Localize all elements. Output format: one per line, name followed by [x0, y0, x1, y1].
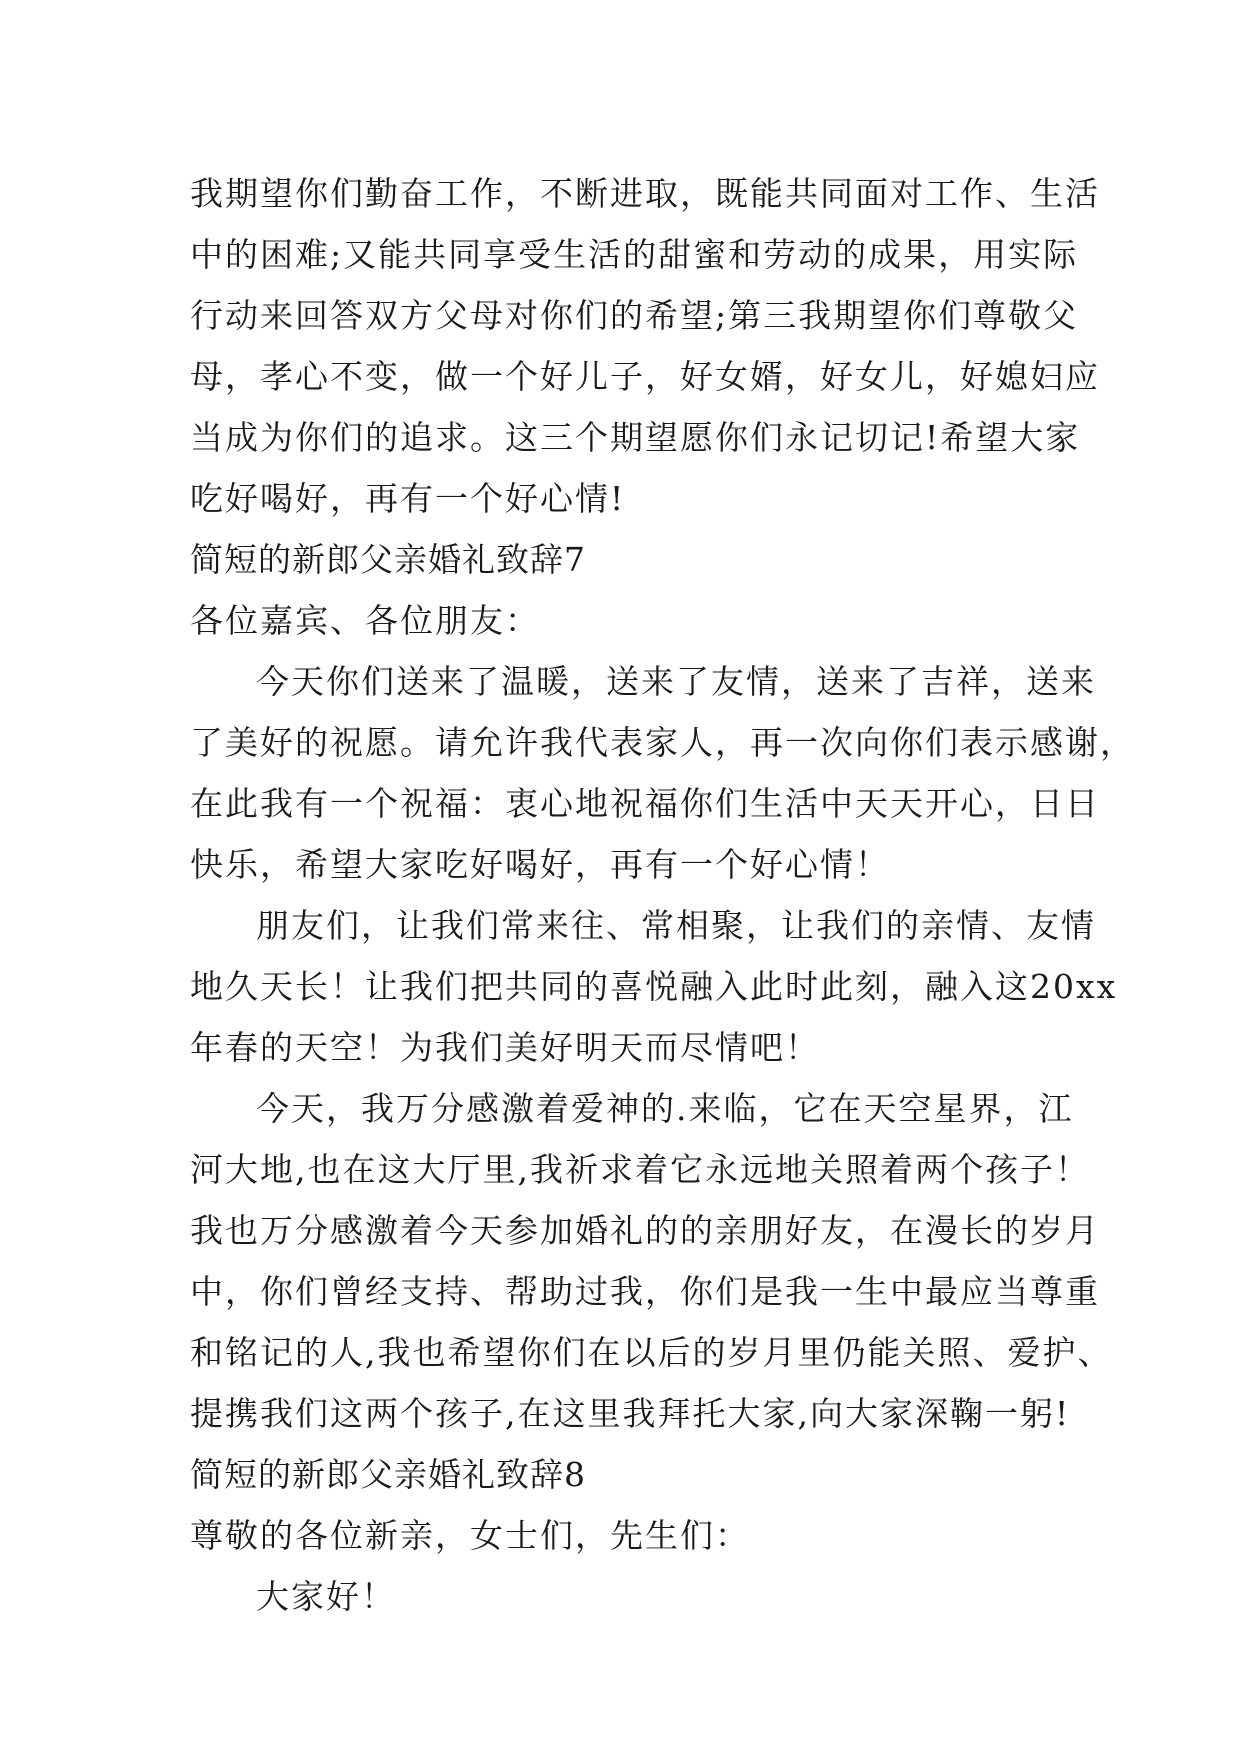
- text-line: 河大地,也在这大厅里,我祈求着它永远地关照着两个孩子！: [190, 1150, 1090, 1189]
- text-line: 行动来回答双方父母对你们的希望;第三我期望你们尊敬父: [190, 296, 1079, 335]
- document-body: [190, 163, 1135, 1627]
- text-line: 我也万分感激着今天参加婚礼的的亲朋好友，在漫长的岁月: [190, 1211, 1100, 1250]
- salutation: 各位嘉宾、各位朋友：: [190, 601, 540, 640]
- text-line: 大家好！: [256, 1577, 396, 1616]
- text-line: 了美好的祝愿。请允许我代表家人，再一次向你们表示感谢，: [190, 723, 1135, 762]
- text-line: 今天你们送来了温暖，送来了友情，送来了吉祥，送来: [256, 662, 1096, 701]
- section-heading-7: 简短的新郎父亲婚礼致辞7: [190, 540, 586, 579]
- text-line: 中，你们曾经支持、帮助过我，你们是我一生中最应当尊重: [190, 1272, 1100, 1311]
- text-line: 当成为你们的追求。这三个期望愿你们永记切记!希望大家: [190, 418, 1081, 457]
- text-line: 和铭记的人,我也希望你们在以后的岁月里仍能关照、爱护、: [190, 1333, 1113, 1372]
- text-line: 朋友们，让我们常来往、常相聚，让我们的亲情、友情: [256, 906, 1096, 945]
- text-line: 年春的天空！为我们美好明天而尽情吧！: [190, 1028, 820, 1067]
- text-line: 我期望你们勤奋工作，不断进取，既能共同面对工作、生活: [190, 174, 1100, 213]
- text-line: 母，孝心不变，做一个好儿子，好女婿，好女儿，好媳妇应: [190, 357, 1100, 396]
- text-line: 在此我有一个祝福：衷心地祝福你们生活中天天开心，日日: [190, 784, 1100, 823]
- text-line: 提携我们这两个孩子,在这里我拜托大家,向大家深鞠一躬!: [190, 1394, 1071, 1433]
- text-line: 地久天长！让我们把共同的喜悦融入此时此刻，融入这20xx: [190, 967, 1118, 1006]
- text-line: 快乐，希望大家吃好喝好，再有一个好心情！: [190, 845, 890, 884]
- text-line: 今天，我万分感激着爱神的.来临，它在天空星界，江: [256, 1089, 1074, 1128]
- text-line: 中的困难;又能共同享受生活的甜蜜和劳动的成果，用实际: [190, 235, 1079, 274]
- salutation: 尊敬的各位新亲，女士们，先生们：: [190, 1516, 750, 1555]
- text-line: 吃好喝好，再有一个好心情!: [190, 479, 626, 518]
- section-heading-8: 简短的新郎父亲婚礼致辞8: [190, 1455, 586, 1494]
